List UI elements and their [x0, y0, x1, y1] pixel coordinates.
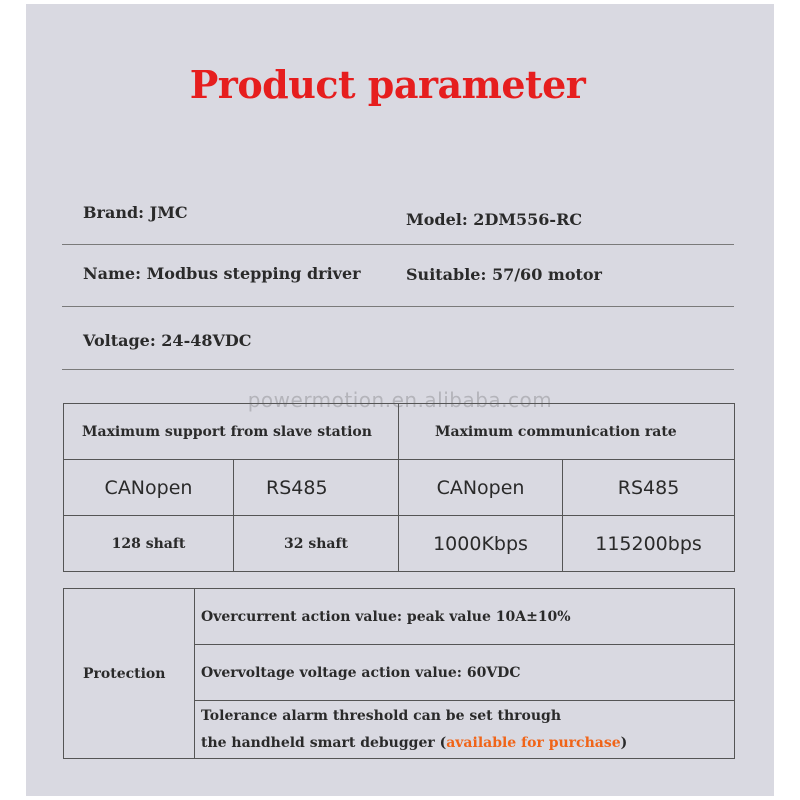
protocol-cell: RS485 — [234, 460, 399, 516]
voltage-text: Voltage: 24-48VDC — [83, 331, 252, 350]
value-cell: 1000Kbps — [399, 516, 563, 572]
protocol-cell: RS485 — [563, 460, 735, 516]
value-cell: 115200bps — [563, 516, 735, 572]
divider — [62, 244, 734, 245]
page-title: Product parameter — [189, 62, 586, 107]
brand-text: Brand: JMC — [83, 203, 188, 222]
divider — [62, 369, 734, 370]
protection-row — [195, 701, 735, 759]
protection-row-line: Tolerance alarm threshold can be set through — [201, 707, 561, 724]
divider — [62, 306, 734, 307]
protocol-cell: CANopen — [64, 460, 234, 516]
model-text: Model: 2DM556-RC — [406, 210, 583, 229]
protection-table — [63, 588, 735, 759]
purchase-highlight: available for purchase — [446, 734, 621, 751]
value-cell: 128 shaft — [64, 516, 234, 572]
watermark: powermotion.en.alibaba.com — [247, 388, 553, 412]
name-text: Name: Modbus stepping driver — [83, 264, 361, 283]
protection-label: Protection — [64, 589, 195, 759]
suitable-text: Suitable: 57/60 motor — [406, 265, 602, 284]
text-prefix: the handheld smart debugger ( — [201, 734, 447, 751]
header-slave-station: Maximum support from slave station — [64, 404, 399, 460]
value-cell: 32 shaft — [234, 516, 399, 572]
protocol-cell: CANopen — [399, 460, 563, 516]
header-communication-rate: Maximum communication rate — [399, 404, 735, 460]
protection-row-line — [201, 730, 734, 757]
communication-table — [63, 403, 735, 572]
protection-row: Overcurrent action value: peak value 10A±10% — [195, 589, 735, 645]
protection-row: Overvoltage voltage action value: 60VDC — [195, 645, 735, 701]
text-suffix: ) — [620, 734, 628, 751]
